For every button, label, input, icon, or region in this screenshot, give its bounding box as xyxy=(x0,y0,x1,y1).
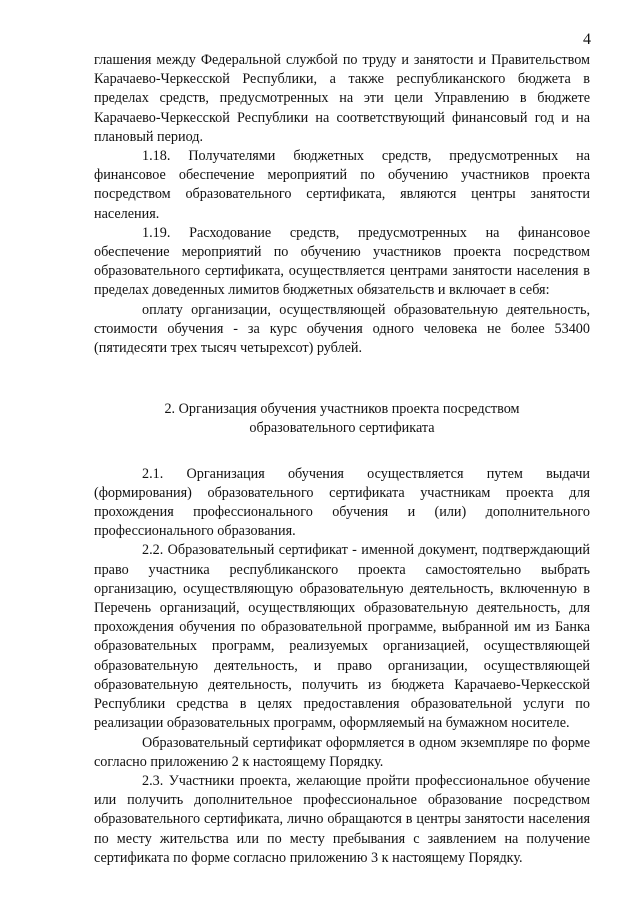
paragraph-continuation: глашения между Федеральной службой по труду и занятости и Правительством Карачаево-Черкесской Республики, а также республиканского бюджета в пределах средств, предусмотренных на эти цели Управлению в бюджете Карачаево-Черкесской Республики на соответствующий финансовый год и на плановый период. xyxy=(94,52,590,145)
section-heading-line-1: 2. Организация обучения участников проекта посредством xyxy=(164,401,520,418)
document-body xyxy=(94,51,590,868)
section-heading-line-2: образовательного сертификата xyxy=(249,420,435,437)
paragraph-2-2: 2.2. Образовательный сертификат - именной документ, подтверждающий право участника республиканского проекта самостоятельно выбрать организацию, осуществляющую образовательную деятельность, включенную в Перечень организаций, осуществляющих образовательную деятельность, для прохождения обучения по образовательной программе, выбранной им из Банка образовательных программ, реализуемых организацией, осуществляющей образовательную деятельность, и право организации, осуществляющей образовательную деятельность, получить из бюджета Карачаево-Черкесской Республики средства в целях предоставления образовательной услуги по реализации образовательных программ, оформляемый на бумажном носителе. xyxy=(94,542,590,732)
section-heading xyxy=(94,400,590,438)
paragraph-2-3: 2.3. Участники проекта, желающие пройти профессиональное обучение или получить дополнительное профессиональное образование посредством образовательного сертификата, лично обращаются в центры занятости населения по месту жительства или по месту пребывания с заявлением на получение сертификата по форме согласно приложению 3 к настоящему Порядку. xyxy=(94,772,590,866)
paragraph-payment: оплату организации, осуществляющей образовательную деятельность, стоимости обучения - за курс обучения одного человека не более 53400 (пятидесяти трех тысяч четырехсот) рублей. xyxy=(94,301,590,357)
paragraph-2-1: 2.1. Организация обучения осуществляется путем выдачи (формирования) образовательного сертификата участникам проекта для прохождения профессионального обучения и (или) дополнительного профессионального образования. xyxy=(94,465,590,540)
paragraph-certificate-form: Образовательный сертификат оформляется в одном экземпляре по форме согласно приложению 2 к настоящему Порядку. xyxy=(94,734,590,770)
paragraph-1-19: 1.19. Расходование средств, предусмотренных на финансовое обеспечение мероприятий по обучению участников проекта посредством образовательного сертификата, осуществляется центрами занятости населения в пределах доведенных лимитов бюджетных обязательств и включает в себя: xyxy=(94,224,590,299)
paragraph-1-18: 1.18. Получателями бюджетных средств, предусмотренных на финансовое обеспечение мероприятий по обучению участников проекта посредством образовательного сертификата, являются центры занятости населения. xyxy=(94,148,590,222)
page-number: 4 xyxy=(583,31,591,48)
